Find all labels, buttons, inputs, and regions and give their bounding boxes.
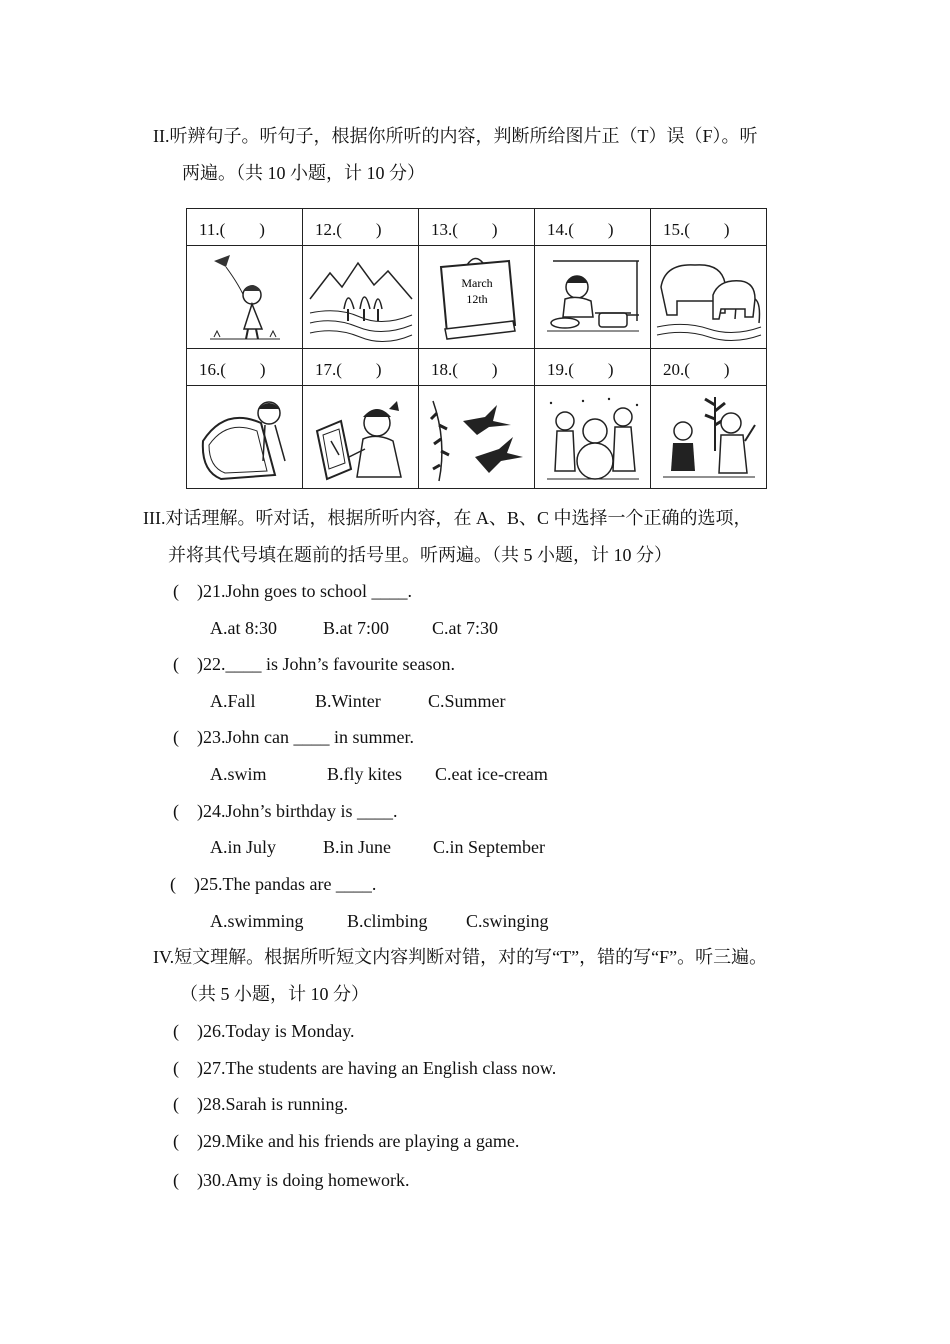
calendar-month-text: March: [460, 276, 493, 290]
question-21-option-c[interactable]: C.at 7:30: [432, 618, 498, 638]
question-25-option-c[interactable]: C.swinging: [466, 911, 549, 931]
question-25: ( )25.The pandas are ____.: [170, 874, 377, 894]
picture-children-making-snowman: [535, 386, 651, 489]
picture-judgement-table: [186, 208, 767, 489]
question-13-number[interactable]: 13.( ): [419, 209, 535, 246]
question-24-option-c[interactable]: C.in September: [433, 837, 545, 857]
question-29: ( )29.Mike and his friends are playing a game.: [173, 1131, 520, 1151]
question-22: ( )22.____ is John’s favourite season.: [173, 654, 455, 674]
question-23-option-c[interactable]: C.eat ice-cream: [435, 764, 548, 784]
question-22-option-b[interactable]: B.Winter: [315, 691, 381, 711]
question-22-option-c[interactable]: C.Summer: [428, 691, 506, 711]
question-11-number[interactable]: 11.( ): [187, 209, 303, 246]
question-21-option-b[interactable]: B.at 7:00: [323, 618, 389, 638]
section-3-instruction-line-1: III.对话理解。听对话，根据所听内容，在 A、B、C 中选择一个正确的选项，: [143, 508, 752, 528]
question-21-option-a[interactable]: A.at 8:30: [210, 618, 277, 638]
question-14-number[interactable]: 14.( ): [535, 209, 651, 246]
picture-calendar-march-12th: [419, 246, 535, 349]
question-19-number[interactable]: 19.( ): [535, 349, 651, 386]
question-24: ( )24.John’s birthday is ____.: [173, 801, 398, 821]
calendar-day-text: 12th: [465, 292, 488, 306]
picture-children-planting-tree: [651, 386, 767, 489]
question-20-number[interactable]: 20.( ): [651, 349, 767, 386]
picture-elephants-drinking: [651, 246, 767, 349]
question-28: ( )28.Sarah is running.: [173, 1094, 348, 1114]
question-21: ( )21.John goes to school ____.: [173, 581, 412, 601]
question-23: ( )23.John can ____ in summer.: [173, 727, 414, 747]
picture-girl-painting: [303, 386, 419, 489]
section-4-instruction-line-2: （共 5 小题，计 10 分）: [180, 984, 369, 1004]
picture-swallows-and-willow: [419, 386, 535, 489]
question-15-number[interactable]: 15.( ): [651, 209, 767, 246]
picture-girl-flying-kite: [187, 246, 303, 349]
question-24-option-a[interactable]: A.in July: [210, 837, 277, 857]
question-16-number[interactable]: 16.( ): [187, 349, 303, 386]
question-22-option-a[interactable]: A.Fall: [210, 691, 256, 711]
question-27: ( )27.The students are having an English class now.: [173, 1058, 557, 1078]
question-18-number[interactable]: 18.( ): [419, 349, 535, 386]
question-23-option-b[interactable]: B.fly kites: [327, 764, 402, 784]
section-3-instruction-line-2: 并将其代号填在题前的括号里。听两遍。（共 5 小题，计 10 分）: [168, 545, 672, 565]
picture-mountains-river-trees: [303, 246, 419, 349]
section-4-instruction-line-1: IV.短文理解。根据所听短文内容判断对错，对的写“T”，错的写“F”。听三遍。: [153, 947, 768, 967]
question-23-option-a[interactable]: A.swim: [210, 764, 267, 784]
question-26: ( )26.Today is Monday.: [173, 1021, 355, 1041]
question-25-option-b[interactable]: B.climbing: [347, 911, 428, 931]
question-12-number[interactable]: 12.( ): [303, 209, 419, 246]
question-25-option-a[interactable]: A.swimming: [210, 911, 304, 931]
picture-boy-with-umbrella: [187, 386, 303, 489]
question-30: ( )30.Amy is doing homework.: [173, 1170, 410, 1190]
section-2-instruction-line-2: 两遍。（共 10 小题，计 10 分）: [182, 163, 425, 183]
picture-boy-washing-dishes: [535, 246, 651, 349]
section-2-instruction-line-1: II.听辨句子。听句子，根据你所听的内容，判断所给图片正（T）误（F）。听: [153, 126, 758, 146]
question-17-number[interactable]: 17.( ): [303, 349, 419, 386]
question-24-option-b[interactable]: B.in June: [323, 837, 392, 857]
